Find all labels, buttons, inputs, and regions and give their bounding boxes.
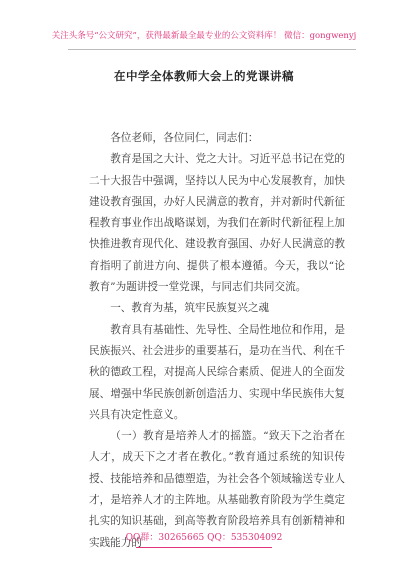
section-heading-1: 一、教育为基，筑牢民族复兴之魂 xyxy=(110,302,270,315)
paragraph-talent-cradle: （一）教育是培养人才的摇篮。“致天下之治者在人才，成天下之才者在教化。”教育通过系统的知识传授、技能培养和品德塑造，为社会各个领域输送专业人才，是培养人才的主阵地。从基础教育阶段为学生奠定扎实的知识基础，到高等教育阶段培养具有创新精神和实践能力的 xyxy=(89,430,345,549)
document-body xyxy=(89,128,345,554)
footer-divider xyxy=(136,547,272,548)
header-banner: 关注头条号“公文研究”，获得最新最全最专业的公文资料库！ 微信：gongwenyj xyxy=(51,31,357,41)
footer-contact: QQ群：30265665 QQ：535304092 xyxy=(125,533,283,543)
paragraph-education-basis: 教育具有基础性、先导性、全局性地位和作用，是民族振兴、社会进步的重要基石，是功在当代、利在千秋的德政工程，对提高人民综合素质、促进人的全面发展、增强中华民族创新创造活力、实现中华民族伟大复兴具有决定性意义。 xyxy=(89,323,345,421)
document-title: 在中学全体教师大会上的党课讲稿 xyxy=(114,69,294,83)
salutation: 各位老师，各位同仁，同志们： xyxy=(110,132,259,144)
header-divider xyxy=(68,49,356,50)
paragraph-intro: 教育是国之大计、党之大计。习近平总书记在党的二十大报告中强调，坚持以人民为中心发展教育，加快建设教育强国，办好人民满意的教育，并对新时代新征程教育事业作出战略谋划，为我们在新时代新征程上加快推进教育现代化、建设教育强国、办好人民满意的教育指明了前进方向、提供了根本遵循。今天，我以“论教育”为题讲授一堂党课，与同志们共同交流。 xyxy=(89,153,345,294)
